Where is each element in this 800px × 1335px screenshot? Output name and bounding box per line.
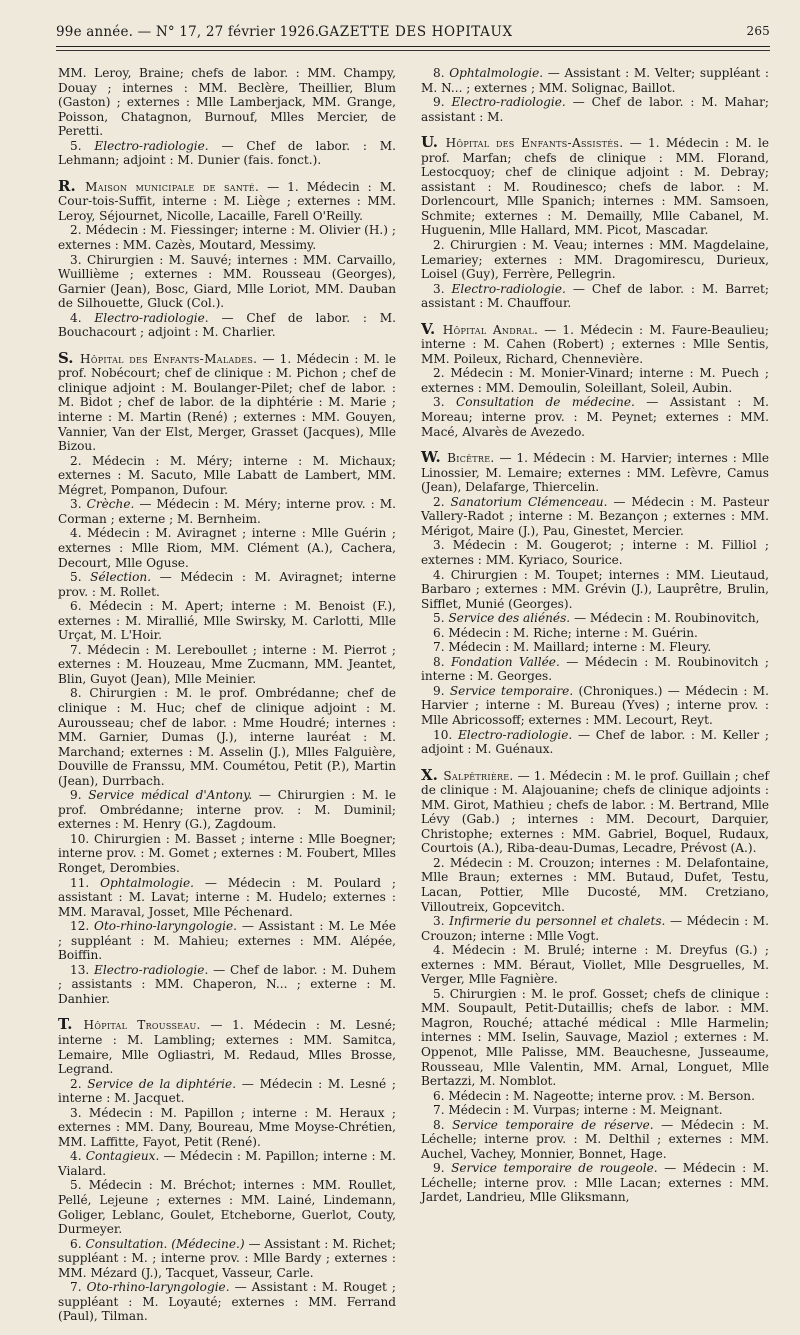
entry-text: — Chef de labor. : M. Mahar; assistant : M. [421,95,769,124]
service-paragraph [58,1178,396,1236]
entry-text: 8. [433,1117,453,1132]
publication-title: GAZETTE DES HOPITAUX [318,24,513,40]
entry-text: — Médecin : M. Crouzon; interne : Mlle Vogt. [421,914,769,943]
entry-text: 7. Médecin : M. Maillard; interne : M. Fleury. [433,640,712,655]
entry-text: — 1. Médecin : M. Faure-Beaulieu; interne : M. Cahen (Robert) ; externes : Mlle Sentis, MM. Poileux, Richard, Chennevière. [421,322,769,366]
service-paragraph [58,686,396,788]
service-name: Fondation Vallée. [451,654,560,669]
service-name: Oto-rhino-laryngologie. [94,919,238,934]
left-column [58,66,396,1335]
entry-text: — Médecin : M. Roubinovitch, [570,611,760,626]
entry-text: 13. [70,962,95,977]
service-name: Electro-radiologie. [94,138,209,153]
entry-text: — 1. Médecin : M. Harvier; internes : Mlle Linossier, M. Lemaire; externes : MM. Lefèvre, Camus (Jean), Delafarge, Thiercelin. [421,451,769,495]
service-name: Ophtalmologie. [100,875,195,890]
entry-text: 2. Médecin : M. Monier-Vinard; interne : M. Puech ; externes : MM. Demoulin, Soleillant, Soleil, Aubin. [421,366,769,395]
entry-text: — 1. Médecin : M. Lesné; interne : M. Lambling; externes : MM. Samitca, Lemaire, Mlle Ogliastri, M. Redaud, Mlles Brosse, Legrand. [58,1018,396,1077]
section-t [58,1017,396,1323]
section-heading-paragraph [58,176,396,224]
entry-text: — Chef de labor. : M. Barret; assistant : M. Chauffour. [421,281,769,311]
service-paragraph [421,655,769,684]
section-s [58,348,396,1007]
entry-text: — Assistant : M. Rouget ; suppléant : M. Loyauté; externes : MM. Ferrand (Paul), Tilman. [58,1280,396,1324]
service-paragraph [421,1103,769,1118]
entry-text: 4. [70,310,95,325]
section-t_cont [421,66,769,124]
service-paragraph [421,95,769,124]
service-name: Consultation de médecine. [456,395,635,410]
entry-text: 9. [433,95,452,110]
section-u [421,135,769,311]
entry-text: — Chef de labor. : M. Keller ; adjoint : M. Guénaux. [421,727,769,757]
section-letter: X. [421,765,444,784]
entry-text: — Médecin : M. Lesné ; interne : M. Jacquet. [58,1076,397,1106]
section-letter: U. [421,133,446,152]
entry-text: — 1. Médecin : M. le prof. Marfan; chefs de clinique : MM. Florand, Lestocquoy; chef de clinique adjoint : M. Debray; assistant : M. Roudinesco; chefs de labor. : M. Dorlencourt, Mlle Spanich; internes : MM. Samsoen, Schmite; externes : M. Demailly, Mlle Cabanel, M. Huguenin, Mlle Hallard, MM. Picot, Mascadar. [421,136,769,238]
service-paragraph [58,1280,396,1324]
entry-text: 2. Médecin : M. Fiessinger; interne : M. Olivier (H.) ; externes : MM. Cazès, Moutard, Messimy. [58,223,396,253]
service-paragraph [421,987,769,1089]
entry-text: MM. Leroy, Braine; chefs de labor. : MM. Champy, Douay ; internes : MM. Beclère, Theillier, Blum (Gaston) ; externes : Mlle Lamberjack, MM. Grange, Poisson, Chatagnon, Burnouf, Mlles Mercier, de Peretti. [58,66,396,139]
entry-text: — 1. Médecin : M. Cour-tois-Suffit, interne : M. Liège ; externes : MM. Leroy, Séjournet, Nicolle, Lacaille, Farell O'Reilly. [58,179,396,223]
entry-text: — Médecin : M. Papillon; interne : M. Vialard. [58,1149,396,1178]
entry-text: 8. [433,66,450,80]
service-paragraph [58,963,396,1007]
service-name: Service des aliénés. [448,611,571,626]
entry-text: — Assistant : M. Richet; suppléant : M. ; interne prov. : Mlle Bardy ; externes : MM. Mézard (J.), Tacquet, Vasseur, Carle. [58,1236,396,1280]
hospital-name: Hôpital Trousseau. [83,1018,201,1033]
service-name: Electro-radiologie. [451,281,566,296]
service-paragraph [58,66,396,139]
issue-info: 99e année. — N° 17, 27 février 1926. [56,24,320,40]
service-paragraph [421,856,769,914]
service-name: Ophtalmologie. [449,66,544,80]
section-w [421,450,769,756]
service-paragraph [58,526,396,570]
service-paragraph [421,568,769,612]
section-letter: V. [421,319,443,338]
header-rule-thick [56,46,770,47]
service-name: Contagieux. [85,1149,160,1164]
section-letter: W. [421,448,448,467]
entry-text: — Chef de labor. : M. Bouchacourt ; adjoint : M. Charlier. [58,310,396,340]
service-name: Service temporaire de rougeole. [451,1161,658,1176]
service-name: Electro-radiologie. [457,727,573,742]
service-name: Electro-radiologie. [451,95,566,110]
service-paragraph [58,1149,396,1178]
page-number: 265 [746,24,770,38]
section-heading-paragraph [58,1017,396,1076]
service-name: Sanatorium Clémenceau. [450,494,608,509]
entry-text: 11. [70,875,101,890]
entry-text: 10. [433,727,458,742]
hospital-name: Hôpital des Enfants-Malades. [80,351,258,366]
entry-text: — Assistant : M. Velter; suppléant : M. N... ; externes ; MM. Solignac, Baillot. [421,66,769,95]
entry-text: — 1. Médecin : M. le prof. Guillain ; chef de clinique : M. Alajouanine; chefs de clinique adjoints : MM. Girot, Mathieu ; chefs de labor. : M. Bertrand, Mlle Lévy (Gab.) ; internes : MM. Decourt, Darquier, Christophe; externes : MM. Gabriel, Boquel, Rudaux, Courtois (A.), Riba-deau-Dumas, Lecadre, Prévost (A.). [421,768,769,856]
entry-text: 7. [70,1280,87,1295]
hospital-name: Hôpital des Enfants-Assistés. [445,136,624,151]
entry-text: 8. Chirurgien : M. le prof. Ombrédanne; chef de clinique : M. Huc; chef de clinique adjoint : M. Aurousseau; chef de labor. : Mme Houdré; internes : MM. Garnier, Dumas (J.), interne lauréat : M. Marchand; externes : M. Asselin (J.), Mlles Falguière, Douville de Franssu, MM. Coumétou, Petit (P.), Martin (Jean), Durrbach. [58,686,396,788]
entry-text: 3. [433,281,452,296]
right-column [421,66,769,1216]
section-v [421,319,769,439]
entry-text: 7. Médecin : M. Vurpas; interne : M. Meignant. [433,1103,723,1118]
entry-text: 2. Médecin : M. Crouzon; internes : M. Delafontaine, Mlle Braun; externes : MM. Butaud, Dufet, Testu, Lacan, Pottier, Mlle Ducosté, MM. Cretziano, Villoutreix, Gopcevitch. [421,855,769,914]
entry-text: 3. [433,914,450,929]
entry-text: — Médecin : M. Méry; interne prov. : M. Corman ; externe ; M. Bernheim. [58,497,396,526]
service-paragraph [58,788,396,832]
service-name: Service médical d'Antony. [88,788,253,803]
service-name: Service temporaire de réserve. [452,1117,654,1132]
entry-text: 2. [433,494,451,509]
service-paragraph [421,282,769,311]
service-paragraph [58,454,396,498]
service-paragraph [421,1118,769,1162]
section-letter: S. [58,348,81,367]
service-paragraph [421,495,769,539]
section-heading-paragraph [421,319,769,367]
entry-text: 9. [433,1161,452,1176]
entry-text: 7. Médecin : M. Lereboullet ; interne : M. Pierrot ; externes : M. Houzeau, Mme Zucmann, MM. Jeantet, Blin, Guyot (Jean), Mlle Meinier. [58,642,396,686]
service-paragraph [421,728,769,757]
hospital-name: Hôpital Andral. [442,322,539,337]
entry-text: — Chef de labor. : M. Lehmann; adjoint : M. Dunier (fais. fonct.). [58,138,396,168]
entry-text: 9. [433,683,450,698]
service-paragraph [421,1161,769,1205]
hospital-name: Maison municipale de santé. [85,179,260,194]
service-name: Oto-rhino-laryngologie. [86,1280,230,1295]
entry-text: — Médecin : M. Roubinovitch ; interne : M. Georges. [421,654,769,684]
service-paragraph [58,139,396,168]
section-letter: R. [58,176,86,195]
entry-text: — Chef de labor. : M. Duhem ; assistants : MM. Chaperon, N... ; externe : M. Danhier. [58,962,396,1006]
entry-text: 2. [70,1076,88,1091]
service-paragraph [421,66,769,95]
hospital-name: Bicêtre. [447,451,495,466]
service-paragraph [58,1237,396,1281]
entry-text: 5. [70,138,95,153]
service-name: Service de la diphtérie. [87,1076,237,1091]
service-name: Infirmerie du personnel et chalets. [449,914,666,929]
entry-text: 3. Médecin : M. Papillon ; interne : M. Heraux ; externes : MM. Dany, Boureau, Mme Moyse-Chrétien, MM. Laffitte, Fayot, Petit (René). [58,1105,396,1149]
entry-text: 3. [70,497,87,512]
entry-text: 4. Chirurgien : M. Toupet; internes : MM. Lieutaud, Barbaro ; externes : MM. Grévin (J.), Lauprêtre, Brulin, Sifflet, Munié (Georges). [421,567,769,611]
service-paragraph [58,497,396,526]
header-rule-thin [56,50,770,51]
entry-text: — 1. Médecin : M. le prof. Nobécourt; chef de clinique : M. Pichon ; chef de clinique adjoint : M. Boulanger-Pilet; chef de labor. : M. Bidot ; chef de labor. de la diphtérie : M. Marie ; interne : M. Martin (René) ; externes : MM. Gouyen, Vannier, Van der Elst, Merger, Grasset (Jacques), Mlle Bizou. [58,351,396,454]
service-paragraph [58,253,396,311]
entry-text: 3. [433,395,456,410]
entry-text: — Médecin : M. Aviragnet; interne prov. : M. Rollet. [58,570,396,599]
entry-text: — Chirurgien : M. le prof. Ombrédanne; interne prov. : M. Duminil; externes : M. Henry (G.), Zagdoum. [58,788,396,832]
service-paragraph [58,919,396,963]
service-paragraph [421,366,769,395]
entry-text: — Médecin : M. Poulard ; assistant : M. Lavat; interne : M. Hudelo; externes : MM. Maraval, Josset, Mlle Péchenard. [58,875,396,919]
service-name: Sélection. [90,570,152,585]
section-letter: T. [58,1015,84,1034]
service-name: Electro-radiologie. [94,962,209,977]
section-heading-paragraph [421,765,769,856]
service-paragraph [58,1106,396,1150]
section-x [421,765,769,1205]
entry-text: 6. [70,1236,86,1251]
service-paragraph [58,876,396,920]
entry-text: 12. [70,919,95,934]
service-paragraph [421,914,769,943]
entry-text: — Assistant : M. Moreau; interne prov. : M. Peynet; externes : MM. Macé, Alvarès de Avezedo. [421,395,769,439]
entry-text: 3. Médecin : M. Gougerot; ; interne : M. Filliol ; externes : MM. Kyriaco, Sourice. [421,538,769,567]
entry-text: 4. [70,1149,86,1164]
section-heading-paragraph [421,450,769,495]
service-paragraph [421,611,769,626]
service-paragraph [421,1089,769,1104]
service-paragraph [58,643,396,687]
service-paragraph [58,570,396,599]
service-paragraph [58,832,396,876]
entry-text: 3. Chirurgien : M. Sauvé; internes : MM. Carvaillo, Wuillième ; externes : MM. Rousseau (Georges), Garnier (Jean), Bosc, Giard, Mlle Loriot, MM. Dauban de Silhouette, Gluck (Col.). [58,252,396,311]
entry-text: 4. Médecin : M. Aviragnet ; interne : Mlle Guérin ; externes : Mlle Riom, MM. Clément (A.), Cachera, Decourt, Mlle Oguse. [58,526,396,570]
entry-text: 2. Médecin : M. Méry; interne : M. Michaux; externes : M. Sacuto, Mlle Labatt de Lambert, MM. Mégret, Pompanon, Dufour. [58,453,396,497]
entry-text: — Assistant : M. Le Mée ; suppléant : M. Mahieu; externes : MM. Alépée, Boiffin. [58,919,396,963]
service-paragraph [421,684,769,728]
section-r [58,176,396,340]
service-paragraph [421,943,769,987]
entry-text: — Médecin : M. Léchelle; interne prov. : M. Delthil ; externes : MM. Auchel, Vachey, Monnier, Bonnet, Hage. [421,1117,769,1161]
entry-text: 5. [433,611,449,626]
entry-text: 5. Médecin : M. Bréchot; internes : MM. Roullet, Pellé, Lejeune ; externes : MM. Lainé, Lindemann, Goliger, Leblanc, Goulet, Etcheborne, Guerlot, Couty, Durmeyer. [58,1178,396,1237]
service-paragraph [421,238,769,282]
service-name: Service temporaire. [449,683,574,698]
entry-text: 5. Chirurgien : M. le prof. Gosset; chefs de clinique : MM. Soupault, Petit-Dutaillis; chefs de labor. : MM. Magron, Rouché; attaché médical : Mlle Harmelin; internes : MM. Iselin, Sauvage, Maziol ; externes : M. Oppenot, Mlle Palisse, MM. Beauchesne, Jusseaume, Rousseau, Mlle Valentin, MM. Arnal, Longuet, Mlle Bertazzi, M. Nomblot. [421,986,769,1089]
service-paragraph [58,223,396,252]
entry-text: 4. Médecin : M. Brulé; interne : M. Dreyfus (G.) ; externes : MM. Béraut, Viollet, Mlle Desgruelles, M. Verger, Mlle Fagnière. [421,943,769,987]
entry-text: 6. Médecin : M. Nageotte; interne prov. : M. Berson. [433,1088,755,1103]
section-q_cont [58,66,396,168]
service-paragraph [421,626,769,641]
section-heading-paragraph [58,348,396,454]
service-paragraph [58,311,396,340]
service-name: Consultation. (Médecine.) [85,1236,245,1251]
entry-text: — Médecin : M. Léchelle; interne prov. : Mlle Lacan; externes : MM. Jardet, Landrieu, Mlle Gliksmann, [421,1161,769,1205]
hospital-name: Salpêtrière. [443,768,514,783]
entry-text: 6. Médecin : M. Riche; interne : M. Guérin. [433,625,698,640]
service-name: Electro-radiologie. [94,310,209,325]
running-header [56,20,770,44]
service-paragraph [58,1077,396,1106]
service-paragraph [421,538,769,567]
entry-text: 9. [70,788,89,803]
service-paragraph [421,395,769,439]
entry-text: 6. Médecin : M. Apert; interne : M. Benoist (F.), externes : M. Mirallié, Mlle Swirsky, M. Carlotti, Mlle Urçat, M. L'Hoir. [58,599,396,643]
entry-text: 2. Chirurgien : M. Veau; internes : MM. Magdelaine, Lemariey; externes : MM. Dragomirescu, Durieux, Loisel (Guy), Ferrère, Pellegrin. [421,238,769,282]
service-name: Crèche. [86,497,135,512]
entry-text: — Médecin : M. Pasteur Vallery-Radot ; interne : M. Bezançon ; externes : MM. Mérigot, Maire (J.), Pau, Ginestet, Mercier. [421,494,769,538]
service-paragraph [421,640,769,655]
entry-text: 8. [433,654,452,669]
service-paragraph [58,599,396,643]
section-heading-paragraph [421,135,769,238]
entry-text: 10. Chirurgien : M. Basset ; interne : Mlle Boegner; interne prov. : M. Gomet ; externes : M. Foubert, Mlles Ronget, Derombies. [58,831,396,875]
entry-text: 5. [70,570,91,585]
entry-text: (Chroniques.) — Médecin : M. Harvier ; interne : M. Bureau (Yves) ; interne prov. : Mlle Abricossoff; externes : MM. Lecourt, Reyt. [421,683,769,727]
